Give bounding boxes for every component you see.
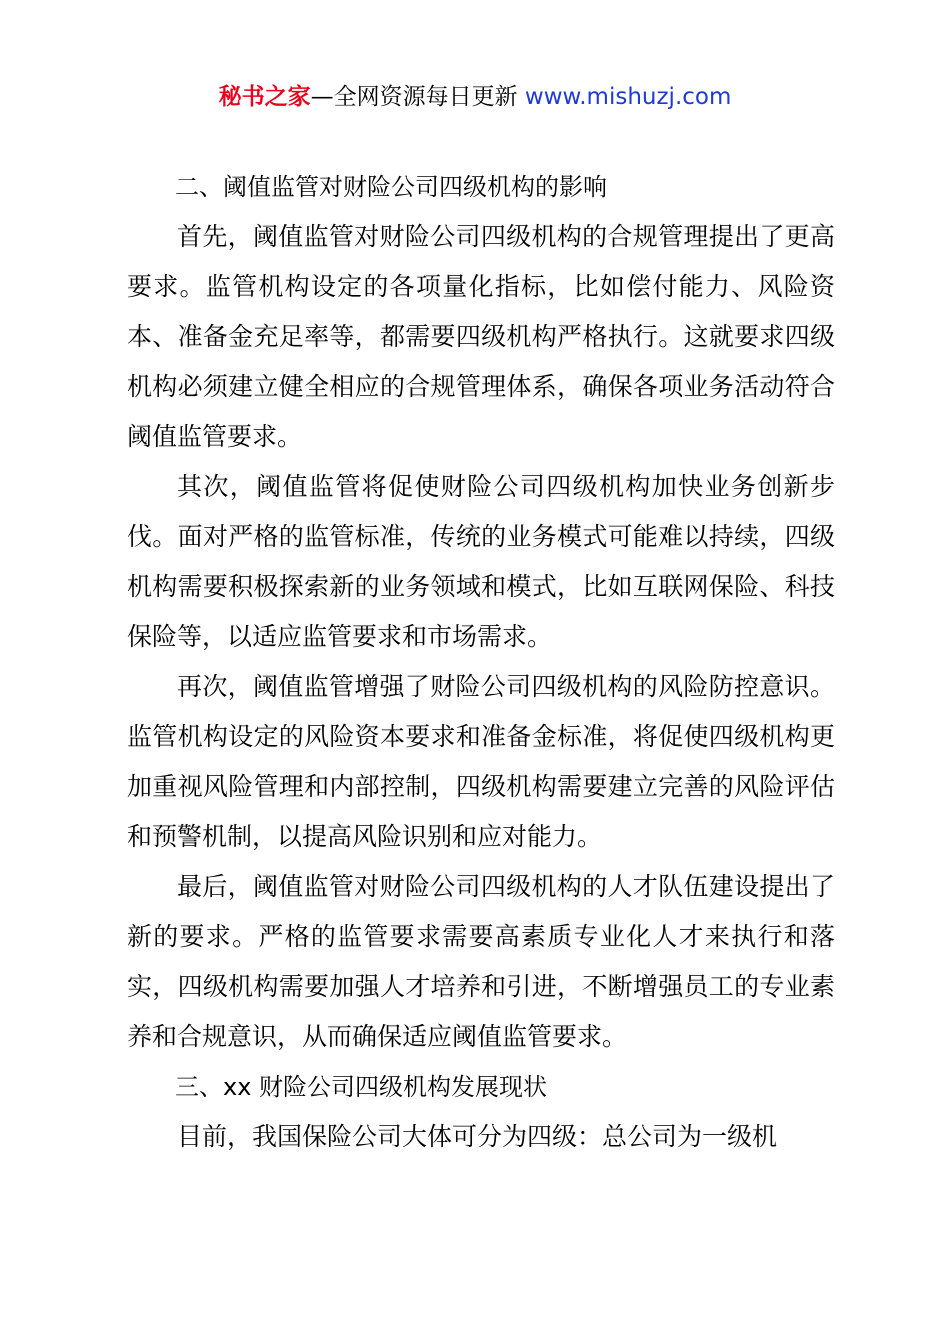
paragraph-second: 其次，阈值监管将促使财险公司四级机构加快业务创新步伐。面对严格的监管标准，传统的业务模式可能难以持续，四级机构需要积极探索新的业务领域和模式，比如互联网保险、科技保险等，以适应监管要求和市场需求。 (127, 472, 835, 651)
document-body (127, 162, 835, 1162)
paragraph-third: 再次，阈值监管增强了财险公司四级机构的风险防控意识。监管机构设定的风险资本要求和准备金标准，将促使四级机构更加重视风险管理和内部控制，四级机构需要建立完善的风险评估和预警机制，以提高风险识别和应对能力。 (127, 672, 835, 851)
paragraph-fifth: 目前，我国保险公司大体可分为四级：总公司为一级机 (177, 1122, 778, 1151)
page-header (0, 82, 950, 112)
section-heading-3: 三、xx 财险公司四级机构发展现状 (175, 1073, 548, 1101)
paragraph-first: 首先，阈值监管对财险公司四级机构的合规管理提出了更高要求。监管机构设定的各项量化指标，比如偿付能力、风险资本、准备金充足率等，都需要四级机构严格执行。这就要求四级机构必须建立健全相应的合规管理体系，确保各项业务活动符合阈值监管要求。 (127, 222, 835, 451)
brand-name: 秘书之家 (218, 84, 311, 110)
section-heading-2: 二、阈值监管对财险公司四级机构的影响 (175, 173, 607, 201)
paragraph-fourth: 最后，阈值监管对财险公司四级机构的人才队伍建设提出了新的要求。严格的监管要求需要高素质专业化人才来执行和落实，四级机构需要加强人才培养和引进，不断增强员工的专业素养和合规意识，从而确保适应阈值监管要求。 (127, 872, 835, 1051)
header-tagline: —全网资源每日更新 (310, 84, 518, 110)
site-url-link[interactable]: www.mishuzj.com (524, 84, 732, 110)
